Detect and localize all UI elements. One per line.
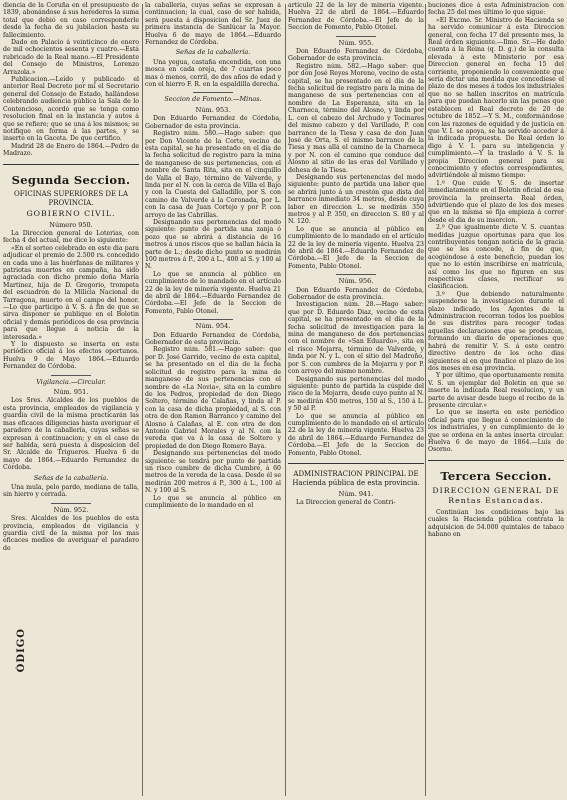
paragraph: 2.º Que igualmente dicte V. S. cuantas medidas juzgue oportunas para que los contribuyentes tengan noticia de la gracia que se les concede, á fin de que, acogiéndose á este beneficio, puedan los que no lo estén inscribirse en matrícula, así como los que no figuren en sus respectivas clases, rectificar su clasificacion. bbox=[428, 224, 564, 291]
paragraph: Lo que se anuncia al público en cumplimiento de lo mandado en el artículo 22 de la ley de minería vigente. Huelva 23 de abril de 1864.—Eduardo Fernandez de Córdoba.—El Jefe de la Seccion de Fomento, Pablo Otonel. bbox=[288, 225, 424, 270]
section-divider bbox=[3, 164, 139, 167]
paragraph: Lo que se anuncia al público en cumplimiento de lo mandado en el artículo 22 de la ley de minería vigente. Huelva 23 de abril de 1864.—Eduardo Fernandez de Córdoba.—El Jefe de la Seccion de Fomento, Pablo Otonel. bbox=[288, 412, 424, 457]
notice-number: Núm. 941. bbox=[338, 489, 374, 498]
separator-rule bbox=[51, 375, 91, 376]
paragraph: Una mula, pelo pardo, mediana de talla, sin hierro y cerrada. bbox=[3, 483, 139, 499]
office-heading: DIRECCION GENERAL DE Rentas Estancadas. bbox=[432, 485, 560, 505]
paragraph: Registro núm. 581.—Hago saber: que por D. José Garrido, vecino de esta capital, se ha presentado en el dia de la fecha solicitud de registro para la mina de manganeso de sus pertenencias con el nombre de «La Novia», sita en la cumbre de los Pedros, propiedad de don Diego Soltero, término de Calañas, y linda al P. con la casa de dicha propiedad, al S. con otra de don Ramon Barranco y camino del Alosno á Calañas, al E. con otra de don Antonio Gabriel Morales y al N. con la vereda que va á la casa de Soltero y propiedad de don Diego Romero Baya. bbox=[145, 346, 281, 450]
paragraph: Don Eduardo Fernandez de Córdoba, Gobernador de esta provincia. bbox=[288, 286, 424, 302]
notice-number: Núm. 955. bbox=[338, 38, 374, 47]
paragraph: Lo que se anuncia al público en cumplimiento de lo mandado en el artículo 22 de la ley de minería vigente. Huelva 21 de abril de 1864.—Eduardo Fernandez de Córdoba.—El Jefe de la Seccion de Fomento, Pablo Otonel. bbox=[145, 270, 281, 315]
paragraph: Registro núm. 582.—Hago saber: que por don José Reyes Moreno, vecino de esta capital, se ha presentado en el dia de la fecha solicitud de registro para la mina de manganeso de sus pertenencias con el nombre de La Esperanza, sita en la Charneca, término del Alosno, y linda por L. con el cabezo del Archudo y Tocinares del mismo cabezo y del Varillado, P. con barranco de la Tiesa y casa de don Juan José de Orta, S. el mismo barranco de la Tiesa y mas allá el camino de la Charneca y por N. con el camino que conduce del Alosno al sitio de las eras del Varillado y dehesa de la Tiesa. bbox=[288, 62, 424, 174]
paragraph: Designando sus pertenencias del modo siguiente: punto de partida una labor que se abrirá junto á un crestón que dista del barranco inmediato 34 metros, desde cuya labor en direccion L. se medirán 350 metros y al P. 350, en direccion S. 80 y al N. 120. bbox=[288, 173, 424, 226]
paragraph: Y lo dispuesto se inserta en este periódico oficial á los efectos oportunos. Huelva 9 de Mayo 1864.—Eduardo Fernandez de Córdoba. bbox=[3, 341, 139, 371]
separator-rule bbox=[336, 274, 376, 275]
separator-rule bbox=[193, 92, 233, 93]
office-heading: GOBIERNO CIVIL. bbox=[26, 208, 116, 218]
subsection-heading: Señas de la caballería. bbox=[33, 473, 109, 482]
separator-rule bbox=[336, 36, 376, 37]
column-1 bbox=[3, 2, 139, 798]
paragraph: Registro núm. 580.—Hago saber: que por Don Vicente de la Corte, vecino de esta capital, se ha presentado en el dia de la fecha solicitud de registro para la mina de manganeso de sus pertenencias, con el nombre de Santa Rita, sita en el cinquillo de Valla el Bajo, término de Valverde, y linda por el N. con la cerca de Villa el Bajo y con la Cuesta del Galladillo, por S. con camino de Valverde á la Coronada, por L. con la casa de Juan Cortejo y por P. con arroyo de las Cabrillas. bbox=[145, 130, 281, 219]
paragraph: Continúan los condiciones bajo las cuales la Hacienda pública contrata la adquisicion de 54.000 quintales de tabaco habano en bbox=[428, 508, 564, 538]
paragraph: 1.º Que cuide V. S. de insertar inmediatamente en el Boletin oficial de esa provincia la preinserta Real órden, advirtiendo que el plazo de los dos meses que en la misma se fija empieza á correr desde el dia de su insercion. bbox=[428, 179, 564, 224]
paragraph: 3.º Que debiendo naturalmente suspenderse la investigacion durante el plazo indicado, los Agentes de la Administracion recorran todos los pueblos de sus distritos para recoger todas aquellas declaraciones que se produzcan, formando un diario de operaciones que habrá de remitir V. S. á este centro directivo dentro de los ocho dias siguientes al en que finalice el plazo de los dos meses en esa provincia. bbox=[428, 290, 564, 372]
column-rule bbox=[142, 4, 143, 796]
column-2 bbox=[145, 2, 281, 798]
column-4 bbox=[428, 2, 564, 798]
paragraph: Una yegua, castaña encendida, con una mosca en cada oreja, de 7 cuartas poco mas ó menos, cerril, de dos años de edad y con el hierro F. R. en la espaldilla derecha. bbox=[145, 58, 281, 89]
notice-number: Núm. 954. bbox=[195, 322, 231, 331]
separator-rule bbox=[51, 503, 91, 504]
paragraph: Designando sus pertenencias del modo siguiente: se tendrá por punto de partida un risco cumbre de dicha Cumbre, á 60 metros de la vereda de la casa. Desde él se medirán 200 metros á P., 300 á L., 100 al N. y 100 al S. bbox=[145, 450, 281, 495]
column-3 bbox=[288, 2, 424, 798]
paragraph: Lo que se anuncia al público en cumplimiento de lo mandado en el bbox=[145, 494, 281, 509]
paragraph: Don Eduardo Fernandez de Córdoba, Gobernador de esta provincia. bbox=[288, 48, 424, 63]
paragraph: La Direccion general de Loterias, con fecha 4 del actual, me dice lo siguiente: bbox=[3, 229, 139, 245]
paragraph: diencia de la Coruña en el presupuesto de 1839, abonándose á sus herederos la suma total que debió en caso corresponderle desde la fecha de su jubilacion hasta su fallecimiento. bbox=[3, 2, 139, 39]
paragraph: «En el sorteo celebrado en este dia para adjudicar el premio de 2.500 rs. concedido en cada uno á las huérfanas de militares y patriotas muertos en campaña, ha sido agraciada con dicho premio doña María Martinez, hija de D. Gregorio, trompeta del escuadron de la Milicia Nacional de Tarragona, muerto en el campo del honor.—Lo que participo á V. S. á fin de que se sirva disponer se publique en el Boletin oficial y demás periódicos de esa provincia para que llegue á noticia de la interesada.» bbox=[3, 244, 139, 341]
section-divider bbox=[288, 463, 424, 466]
paragraph: Y por último, que oportunamente remita V. S. un ejemplar del Boletin en que se inserte la indicada Real resolucion, y un parte de avisar desde luego el recibo de la presente circular.» bbox=[428, 372, 564, 409]
bound-margin-label: ÓDIGO bbox=[16, 628, 27, 673]
notice-number: Núm. 956. bbox=[338, 277, 374, 286]
paragraph: Dado en Palacio á veinticinco de enero de mil ochocientos sesenta y cuatro.—Está rubricado de la Real mano.—El Presidente del Consejo de Ministros, Lorenzo Arrazola.» bbox=[3, 39, 139, 76]
column-rule bbox=[425, 4, 426, 796]
paragraph: Sres. Alcaldes de los pueblos de esta provincia, empleados de vigilancia y guardia civil de la misma por los mas eficaces medios de averiguar el paradero de bbox=[3, 515, 139, 552]
separator-rule bbox=[193, 319, 233, 320]
section-heading: ADMINISTRACION PRINCIPAL DE Hacienda pública de esta provincia. bbox=[292, 469, 420, 487]
subsection-heading: Señas de la caballería. bbox=[175, 48, 251, 57]
paragraph: Don Eduardo Fernandez de Córdoba, Gobernador de esta provincia. bbox=[145, 331, 281, 347]
paragraph: Lo que se inserta en este periódico oficial para que llegue á conocimiento de los industriales, y en cumplimiento de lo que se ordena en la antes inserta circular. Huelva 6 de mayo de 1864.—Luis de Osorno. bbox=[428, 409, 564, 454]
section-divider bbox=[428, 460, 564, 463]
paragraph: Madrid 28 de Enero de 1864.—Pedro de Madrazo. bbox=[3, 142, 139, 158]
paragraph: Investigacion núm. 28.—Hago saber: que por D. Eduardo Diaz, vecino de esta capital, se ha presentado en el dia de la fecha solicitud de investigacion para la mina de manganeso de dos pertenencias con el nombre de «San Eduardo», sita en el risco Mojarra, término de Valverde, y linda por N. y L. con el sitio del Madroño, por S. con cumbres de la Mojarra y por P. con arroyo del mismo nombre. bbox=[288, 301, 424, 376]
subsection-heading: Seccion de Fomento.—Minas. bbox=[164, 95, 262, 104]
paragraph: Designando sus pertenencias del modo siguiente: punto de partida la cúspide del risco de la Mojarra, desde cuyo punto al N. se medirán 450 metros, 150 al S., 150 á L. y 50 al P. bbox=[288, 375, 424, 413]
paragraph: buciones dice á esta Administracion con fecha 25 del mes último lo que sigue: bbox=[428, 2, 564, 17]
column-rule bbox=[285, 4, 286, 796]
paragraph: artículo 22 de la ley de minería vigente. Huelva 22 de abril de 1864.—Eduardo Fernandez de Córdoba.—El Jefe de la Seccion de Fomento, Pablo Otonel. bbox=[288, 2, 424, 32]
notice-number: Núm. 953. bbox=[195, 105, 231, 114]
notice-number: Núm. 952. bbox=[53, 505, 89, 514]
section-title: Segunda Seccion. bbox=[11, 172, 131, 187]
notice-number: Núm. 951. bbox=[53, 388, 89, 397]
section-title: Tercera Seccion. bbox=[440, 468, 552, 483]
paragraph: Publicacion.—Leído y publicado el anterior Real Decreto por mí el Secretario general del Consejo de Estado, hallándose celebrando audiencia pública la Sala de lo Contencioso, acordó que se tenga como resolucion final en la instancia y autos á que se refiere; que se una á los mismos; se notifique en forma á las partes, y se inserte en la Gaceta. De que certifico. bbox=[3, 76, 139, 143]
paragraph: Designando sus pertenencias del modo siguiente: punto de partida una zanja ó pozo que se abrirá á distancia de 16 metros á unos riscos que se hallan hácia la parte de L.; desde dicho punto se medirán 100 metros á P., 200 á L., 400 al S. y 100 al N. bbox=[145, 218, 281, 271]
paragraph: Los Sres. Alcaldes de los pueblos de esta provincia, empleados de vigilancia y guardia civil de la misma practicarán las mas eficaces diligencias hasta averiguar el paradero de la caballería, cuyas señas se expresan á continuacion; y en el caso de ser habida, será puesta á disposicion del Sr. Alcalde de Trigueros. Huelva 6 de mayo de 1864.—Eduardo Fernandez de Córdoba. bbox=[3, 397, 139, 472]
subsection-heading: Vigilancia.—Circular. bbox=[36, 377, 106, 386]
notice-number: Número 950. bbox=[49, 220, 93, 229]
paragraph: La Direccion general de Contri- bbox=[296, 499, 396, 507]
paragraph: la caballería, cuyas señas se expresan á continuacion; la cual, caso de ser habida, será puesta á disposicion del Sr. Juez de primera instancia de Sanlúcar la Mayor. Huelva 6 de mayo de 1864.—Eduardo Fernandez de Córdoba. bbox=[145, 2, 281, 47]
paragraph: Don Eduardo Fernandez de Córdoba, Gobernador de esta provincia. bbox=[145, 115, 281, 130]
section-heading: OFICINAS SUPERIORES DE LA PROVINCIA. bbox=[13, 189, 129, 207]
paragraph: «El Excmo. Sr. Ministro de Hacienda se ha servido comunicar á esta Direccion general, con fecha 17 del presente mes, la Real órden siguiente.—Ilmo. Sr.—He dado cuenta á la Reina (q. D. g.) de la consulta elevada á este Ministerio por esa Direccion general en fecha 15 del corriente, proponiendo lo conveniente que sería dictar una medida que concediese el plazo de dos meses á todos los industriales que no se hallen inscritos en matrícula para que puedan hacerlo sin las penas que establecen el Real decreto de 20 de octubre de 1852.—Y S. M., conformándose con las razones de equidad y de justicia en que V. I. se apoya, se ha servido acceder á la indicada propuesta. De Real órden lo digo á V. I. para su inteligencia y cumplimiento.—Y la traslado á V. S. la propia Direccion general para su conocimiento y efectos correspondientes, advirtiéndole al mismo tiempo: bbox=[428, 16, 564, 180]
